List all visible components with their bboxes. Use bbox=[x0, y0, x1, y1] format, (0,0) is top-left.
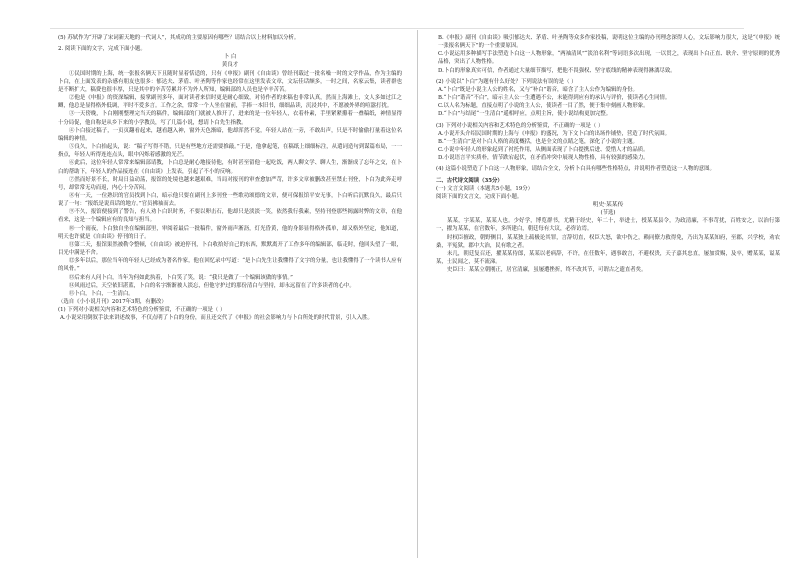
question-1: (1) 下列对小说相关内容和艺术特色的分析鉴赏，不正确的一项是（ ） bbox=[58, 307, 226, 314]
passage-para-1: 某某，字某某，某某人也。少好学，博览群书，尤精于经史，年二十，举进士，授某某县令，为政清廉，不事苛扰，百姓安之，以治行第一，擢为某某，在官数年，多所建白，朝廷每有大议，必咨访焉。 bbox=[436, 218, 780, 233]
subsection-heading: (一) 文言文阅读（本题共5小题，19分） bbox=[436, 185, 534, 192]
story-source: （选自《小小说月刊》2017年3期，有删改） bbox=[58, 299, 167, 305]
story-para-6: ⑥此后，这位年轻人常常来编辑部请教，卜白总是耐心地接待他，有时甚至留他一起吃饭，两人聊文学、聊人生，渐渐成了忘年之交，在卜白的帮助下，年轻人的作品接连在《自由谈》上发表，引起了不小的反响。 bbox=[58, 160, 402, 175]
passage-para-2: 时权臣擅政，朝野侧目，某某独上疏极论其罪，言辞切直，权臣大怒，欲中伤之，赖同僚力救得免，乃出为某某知府，至郡，兴学校，劝农桑，平冤狱，郡中大治，民有歌之者。 bbox=[436, 234, 780, 249]
story-para-7: ⑦然而好景不长，时局日益动荡，报馆的处境也越来越艰难，当局对报刊的审查愈加严苛，许多文章被删改甚至禁止刊登，卜白为此奔走呼号，却常常无功而返，内心十分苦闷。 bbox=[58, 176, 402, 191]
left-column bbox=[58, 34, 402, 554]
story-para-4: ④卜白接过稿子，一页页翻看起来，越看越入神，窗外天色渐暗，他却浑然不觉，年轻人站在一旁，不敢出声，只是不时偷偷打量着这位名编辑的神情。 bbox=[58, 127, 402, 142]
column-divider bbox=[417, 30, 418, 558]
story-para-8: ⑧有一天，一位熟识的官员找到卜白，暗示他只要在副刊上多刊登一些歌功颂德的文章，便可保报馆平安无事，卜白听后沉默良久，最后只说了一句：“报纸是说真话的地方。”官员拂袖而去。 bbox=[58, 192, 402, 208]
passage-para-3: 未几，朝廷复召还，擢某某侍郎，某某以老病辞，不许，在任数年，遇事敢言，不避权贵，天子嘉其忠直，屡加赏赐，及卒，赠某某，谥某某，士民闻之，莫不流涕。 bbox=[436, 250, 780, 266]
question-2-option-b: B.“卜白”谐音“不白”，暗示主人公一生遭遇不公，未能得到应有的承认与评价，使读者心生同情。 bbox=[438, 95, 671, 102]
passage-para-4: 史臣曰：某某立朝刚正，居官清廉，虽屡遭挫折，终不改其节，可谓古之遗直者矣。 bbox=[447, 267, 647, 274]
top-rule bbox=[50, 28, 744, 29]
section-2-heading: 2. 阅读下面的文字，完成下面小题。 bbox=[58, 46, 146, 53]
story-para-15: ⑮卜白，卜白，一生清白。 bbox=[69, 290, 134, 297]
question-1-option-c: C.小说运用多种描写手法塑造卜白这一人物形象，“两袖清风”“淡泊名利”等词语多次出现，一以贯之，表现出卜白正直、耿介、坚守原则的优秀品格，突出了人物性格。 bbox=[438, 51, 780, 66]
story-para-12: ⑫多年以后，那位当年的年轻人已经成为著名作家，他在回忆录中写道：“是卜白先生让我懂得了文字的分量，也让我懂得了一个读书人应有的风骨。” bbox=[58, 258, 402, 273]
section-classical-heading: 二、古代诗文阅读（35分） bbox=[436, 177, 503, 184]
question-1-option-d: D.卜白的形象真实可信，作者通过大量细节描写，把他不畏强权、坚守底线的精神表现得淋漓尽致。 bbox=[438, 67, 676, 74]
question-3-option-d: D.小说语言平实质朴，情节跌宕起伏，在矛盾冲突中展现人物性格，具有较强的感染力。 bbox=[438, 155, 649, 162]
story-para-5: ⑤良久，卜白抬起头，说：“稿子写得不错，只是有些地方还需要推敲。”于是，他拿起笔，在稿纸上细细标注，从遣词造句到谋篇布局，一一指点，年轻人听得连连点头，眼中闪烁着感激的光芒。 bbox=[58, 144, 402, 159]
story-para-2: ②他是《申报》的资深编辑，接掌副刊多年，面对读者来信时更是耐心细致，对待作者的来稿也非常认真，然而上海滩上，文人多如过江之鲫，他总是显得格外低调，平时不爱多言。工作之余，常常一个人坐在窗前，手捧一本旧书，细细品读，沉浸其中，不愿被外界的喧嚣打扰。 bbox=[58, 95, 402, 110]
story-para-9: ⑨不久，报馆便接到了警告，有人劝卜白识时务，不要以卵击石，他却只是淡淡一笑，依然我行我素，坚持刊登那些揭露时弊的文章，在他看来，这是一个编辑应有的良知与担当。 bbox=[58, 209, 402, 224]
story-title: 卜 白 bbox=[223, 54, 237, 61]
question-2-option-c: C.以人名为标题，直接点明了小说的主人公，使读者一目了然，便于集中刻画人物形象。 bbox=[438, 103, 649, 110]
question-2: (2) 小说以“卜白”为题有什么好处？下列说法有误的是（ ） bbox=[436, 78, 577, 85]
story-para-13: ⑬后来有人问卜白，当年为何如此执着，卜白笑了笑，说：“我只是做了一个编辑该做的事情。” bbox=[69, 274, 293, 281]
question-5: (5) 苏轼作为“开辟了宋词新天地的一代词人”，其成功的主要原因有哪些？请结合以上材料加以分析。 bbox=[58, 35, 300, 41]
question-2-option-d: D.“卜白”与结尾“一生清白”遥相呼应，点明主旨，使小说结构更加完整。 bbox=[438, 111, 612, 118]
question-3-option-c: C.小说中年轻人的形象起到了衬托作用，从侧面表现了卜白提携后进、爱惜人才的品质。 bbox=[438, 147, 649, 154]
question-3-option-a: A.小说开头介绍民国时期的上海与《申报》的盛况，为下文卜白的出场作铺垫，营造了时代氛围。 bbox=[438, 130, 671, 137]
question-4: (4) 这篇小说塑造了卜白这一人物形象，请结合全文，分析卜白具有哪些性格特点，并说明作者塑造这一人物的意图。 bbox=[436, 166, 715, 173]
question-1-option-b: B.《申报》副刊《自由谈》吸引郁达夫、茅盾、叶圣陶等众多作家投稿，说明这位主编的办刊理念深得人心，文坛影响力很大，这是“《申报》统一张报名俩天下”的一个重要原因。 bbox=[438, 35, 780, 50]
question-3: (3) 下列对小说相关内容和艺术特色的分析鉴赏，不正确的一项是（ ） bbox=[436, 122, 604, 129]
question-1-option-a: A.小说采用倒叙手法来讲述故事，不仅点明了卜白的身份，而且还交代了《申报》的社会影响力与卜白所处的时代背景，引人入胜。 bbox=[60, 315, 373, 322]
passage-title: 明史·某某传 bbox=[592, 201, 624, 208]
story-author: 黄良才 bbox=[221, 62, 239, 69]
right-column bbox=[436, 34, 780, 554]
story-para-3: ③一天傍晚，卜白刚刚整理完当天的稿件，编辑部的门就被人推开了，进来的是一位年轻人，衣着朴素，手里紧紧攥着一叠稿纸，神情显得十分局促，他自称是从乡下来的小学教员，写了几篇小说，想请卜白先生指教。 bbox=[58, 111, 402, 126]
reading-instruction: 阅读下面的文言文，完成下面小题。 bbox=[436, 193, 523, 200]
passage-subtitle: (节选) bbox=[600, 210, 616, 217]
story-para-14: ⑭风雨过后，天空依旧湛蓝，卜白的名字渐渐被人淡忘，但他守护过的那份清白与坚持，却永远留在了许多读者的心中。 bbox=[69, 282, 355, 289]
question-3-option-b: B.“一生清白”是对卜白人格的高度概括，也是全文的点睛之笔，深化了小说的主题。 bbox=[438, 138, 638, 145]
story-para-11: ⑪第二天，报馆果然被勒令整顿，《自由谈》被迫停刊，卜白收拾好自己的东西，默默离开了工作多年的编辑部，临走时，他回头望了一眼，目光中满是不舍。 bbox=[58, 241, 402, 257]
story-para-1: ①民国时期的上海，统一张报名俩天下且随时显着恬适的，只有《申报》副刊《自由谈》曾经刊载过一批名噪一时的文学作品，作为主编的卜白，在上面发表的杂感有朋友也很多：郁达夫、茅盾、叶圣陶等作家也经常在这里发表文章，文坛佳话颇多，一时之间，名家云集，读者群也是不断扩大，稿费也很丰厚，只是其中的辛苦劳累并不为外人所知，编辑部的人员也是辛辛苦苦。 bbox=[58, 70, 402, 93]
question-2-option-a: A.“卜白”既是小说主人公的姓名，又与“补白”谐音，暗含了主人公作为编辑的身份。 bbox=[438, 86, 638, 93]
story-para-10: ⑩一个雨夜，卜白独自坐在编辑部里，审阅着最后一批稿件，窗外雨声淅沥，灯光昏黄，他的身影显得格外孤单，却又格外坚定，他知道，明天也许就是《自由谈》停刊的日子。 bbox=[58, 225, 402, 240]
